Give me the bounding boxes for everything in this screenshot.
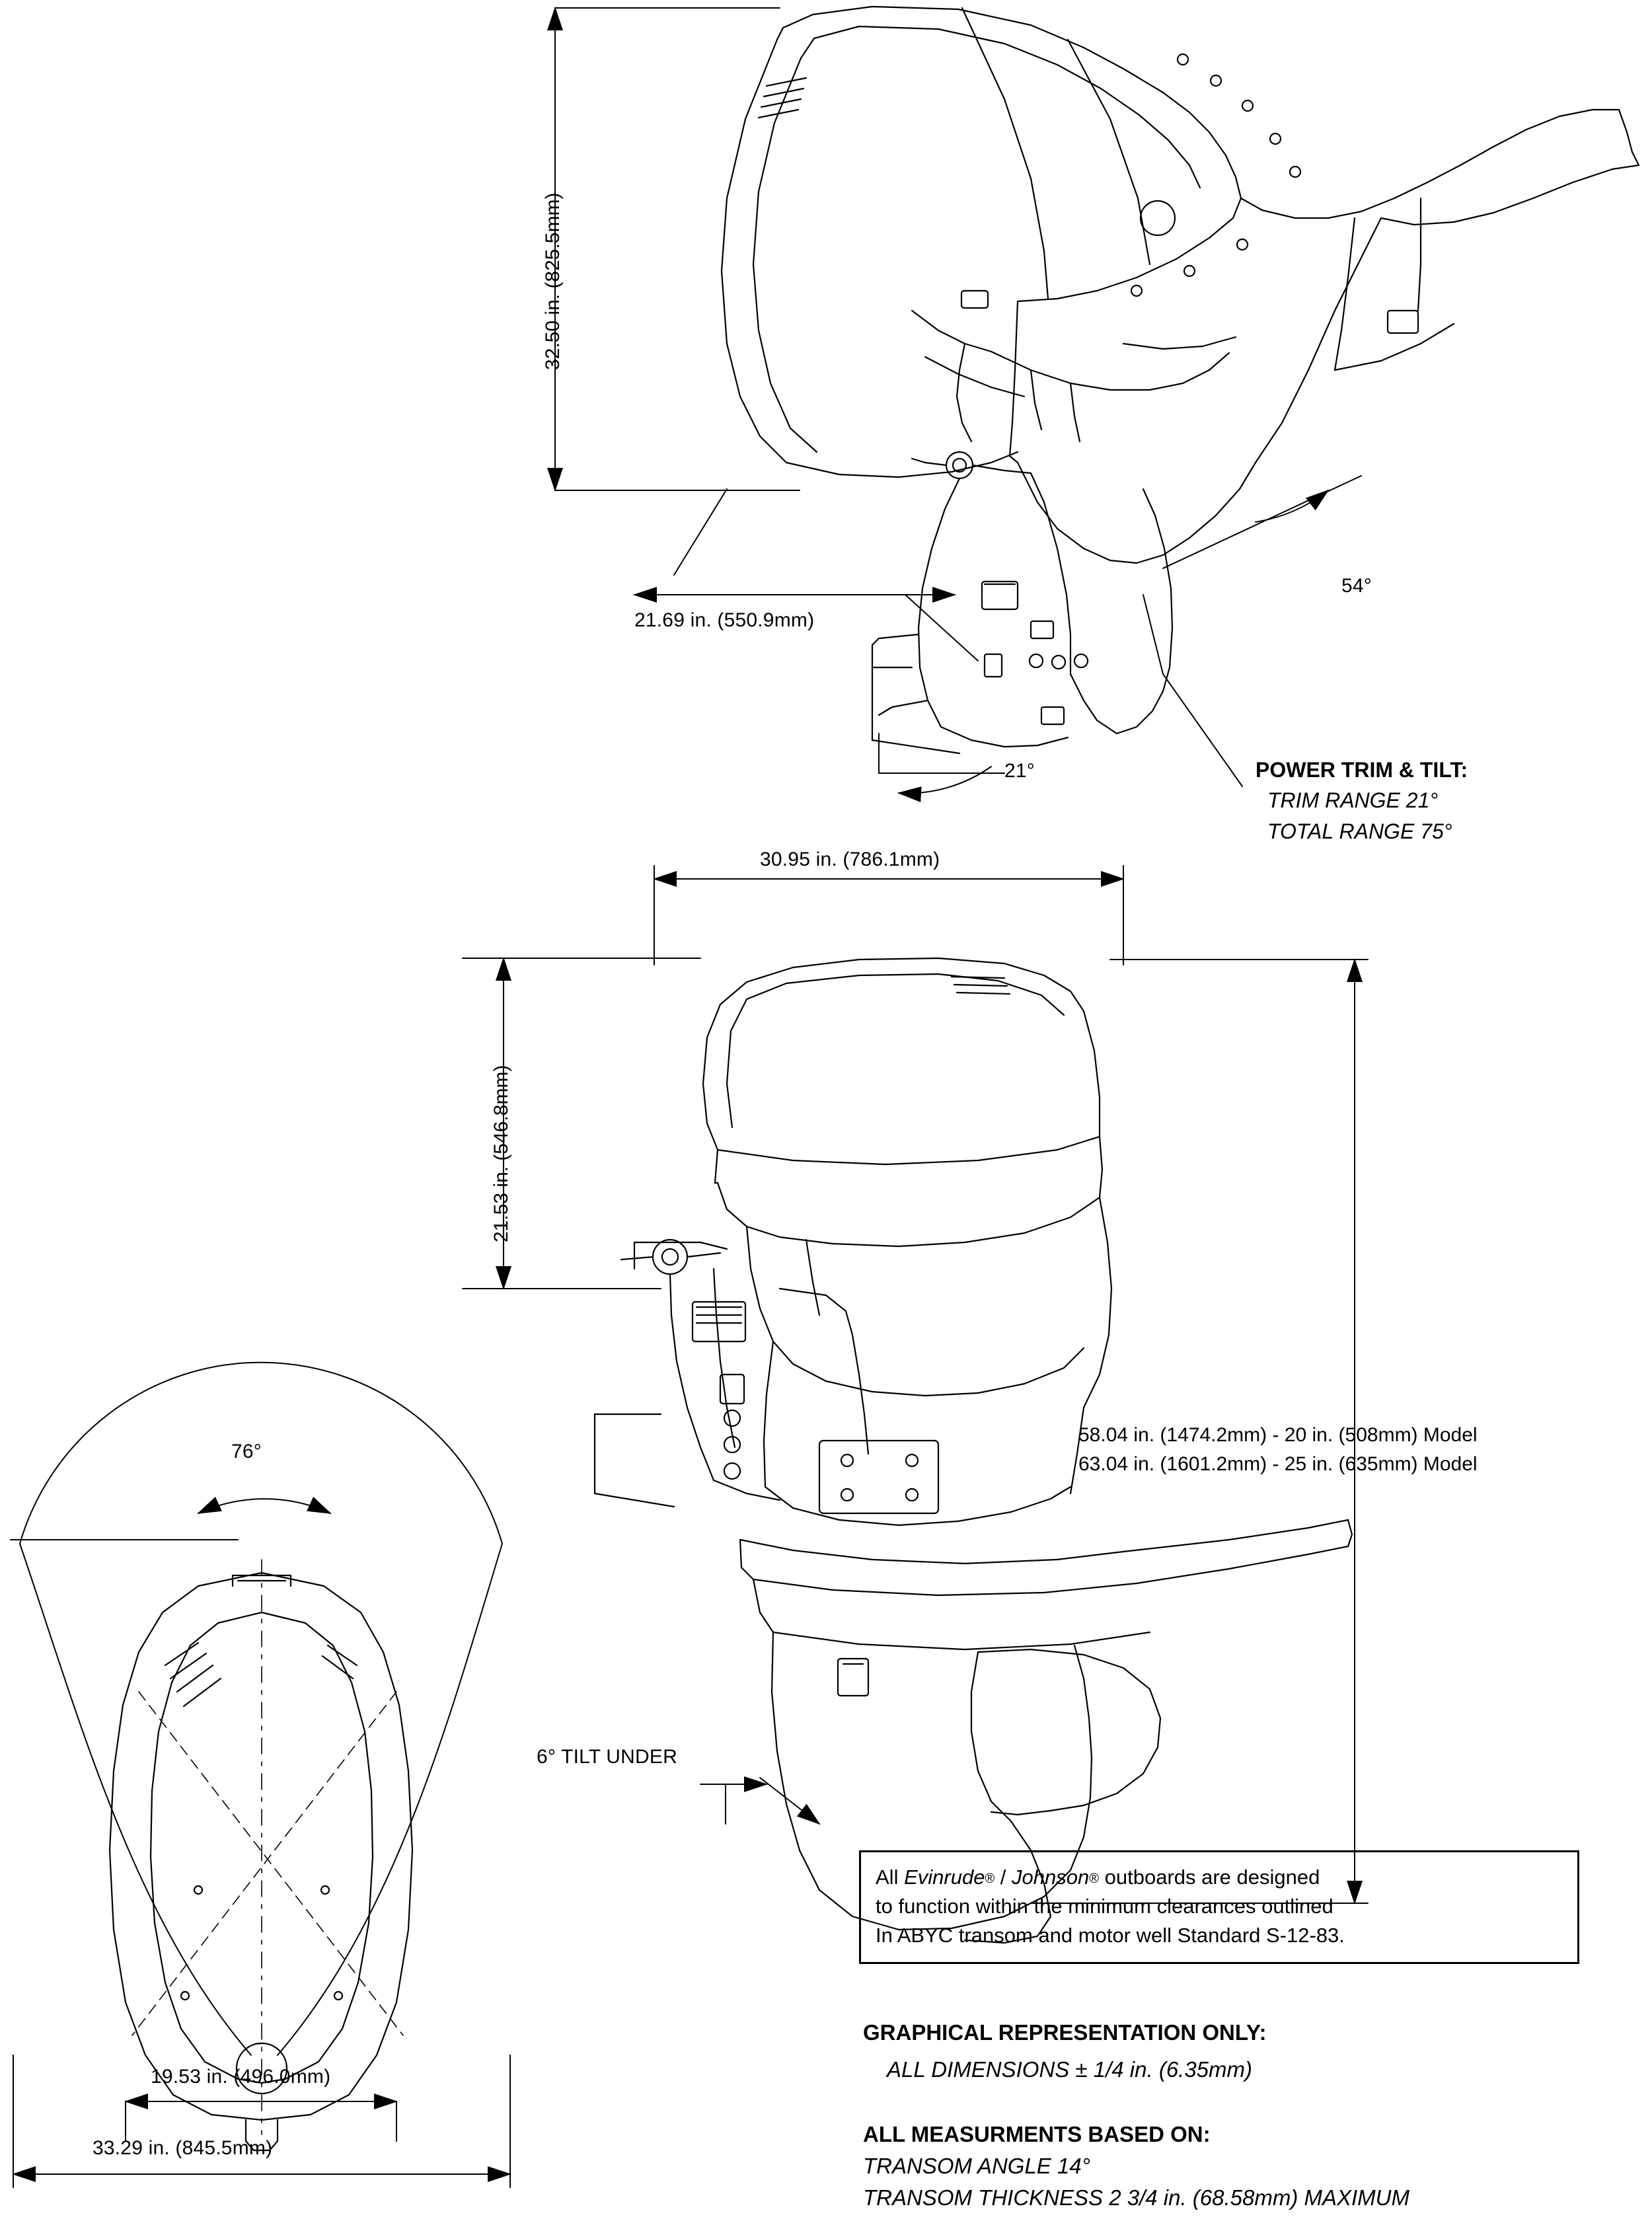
abyc-note-line2: to function within the minimum clearances outlined [876, 1895, 1333, 1918]
abyc-note-line1 [876, 1863, 1564, 1892]
brand-johnson-registered: ® [1089, 1871, 1099, 1886]
brand-evinrude-registered: ® [985, 1871, 995, 1886]
dim-label-shaft-25in: 63.04 in. (1601.2mm) - 25 in. (635mm) Model [1078, 1453, 1478, 1475]
dim-label-cowl-width: 19.53 in. (496.0mm) [151, 2066, 331, 2088]
brand-evinrude: Evinrude [904, 1866, 985, 1889]
power-trim-tilt-callout [1256, 755, 1468, 847]
measurements-line2: TRANSOM THICKNESS 2 3/4 in. (68.58mm) MAXIMUM [863, 2185, 1409, 2210]
graphical-line: ALL DIMENSIONS ± 1/4 in. (6.35mm) [887, 2057, 1253, 2082]
shaft-length-dims [1078, 1421, 1478, 1478]
measurements-note [863, 2119, 1409, 2214]
dim-label-side-height: 21.53 in. (546.8mm) [490, 1065, 512, 1242]
tilted-motor-illustration [722, 7, 1639, 753]
angle-label-21: 21° [1004, 760, 1035, 782]
dim-tilted-reach [634, 489, 978, 661]
angle-label-54: 54° [1341, 575, 1372, 597]
dim-label-side-length: 30.95 in. (786.1mm) [760, 849, 940, 870]
graphical-heading: GRAPHICAL REPRESENTATION ONLY: [863, 2020, 1267, 2045]
dim-label-tilted-height: 32.50 in. (825.5mm) [542, 192, 564, 370]
label-tilt-under: 6° TILT UNDER [537, 1746, 677, 1768]
dim-label-tilted-reach: 21.69 in. (550.9mm) [634, 609, 815, 631]
abyc-line1-pre: All [876, 1866, 905, 1889]
dim-tilt-under [700, 1778, 819, 1824]
power-trim-tilt-line2: TOTAL RANGE 75° [1267, 819, 1452, 843]
abyc-note-line3: In ABYC transom and motor well Standard S-12-83. [876, 1924, 1345, 1947]
abyc-line1-post: outboards are designed [1099, 1866, 1320, 1889]
angle-54 [1163, 476, 1361, 568]
dim-top-cowl-width [126, 2101, 396, 2141]
dim-label-overall-width: 33.29 in. (845.5mm) [93, 2137, 273, 2159]
dim-tilted-height [555, 8, 800, 490]
top-view-illustration [11, 1363, 502, 2150]
dim-side-length [654, 866, 1123, 965]
angle-label-76: 76° [231, 1441, 262, 1462]
abyc-note-box [859, 1850, 1579, 1964]
power-trim-tilt-title: POWER TRIM & TILT: [1256, 758, 1468, 782]
measurements-line1: TRANSOM ANGLE 14° [863, 2153, 1090, 2178]
dim-label-shaft-20in: 58.04 in. (1474.2mm) - 20 in. (508mm) Model [1078, 1424, 1478, 1446]
power-trim-tilt-line1: TRIM RANGE 21° [1267, 788, 1439, 813]
leader-power-trim [1143, 595, 1242, 786]
abyc-brand-separator: / [995, 1866, 1012, 1889]
angle-76 [198, 1499, 330, 1513]
brand-johnson: Johnson [1012, 1866, 1090, 1889]
graphical-representation-note [863, 2017, 1267, 2086]
measurements-heading: ALL MEASURMENTS BASED ON: [863, 2122, 1211, 2146]
